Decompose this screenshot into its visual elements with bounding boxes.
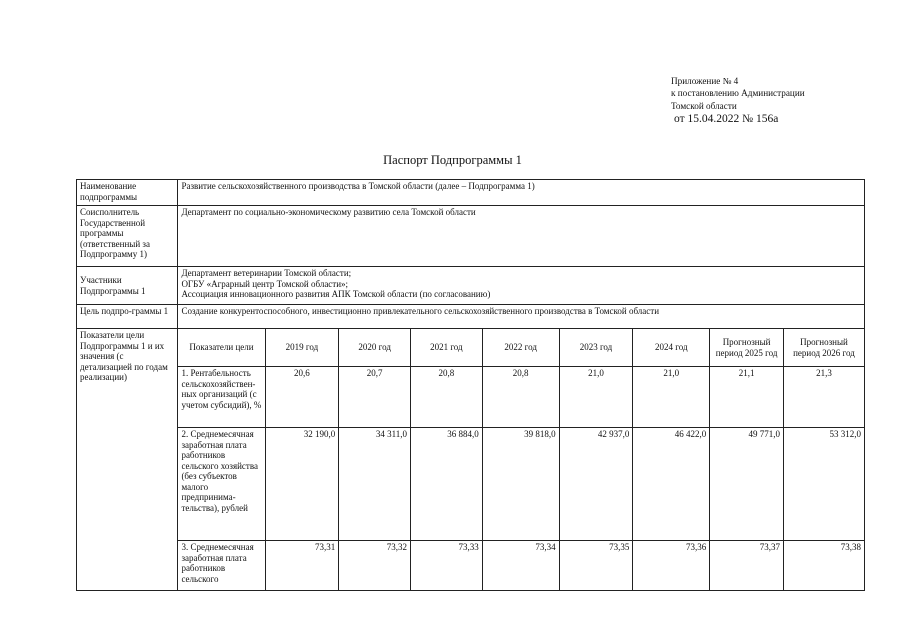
row-label: Показатели цели Подпрограммы 1 и их значения (с детализацией по годам реализации): [77, 329, 178, 591]
indicator-value: 34 311,0: [339, 428, 411, 541]
indicator-row: [77, 428, 865, 541]
indicator-value: 49 771,0: [710, 428, 784, 541]
indicator-name: 2. Среднемесячная заработная плата работников сельского хозяйства (без субъектов малого предпринима-тельства), рублей: [178, 428, 265, 541]
indicator-value: 46 422,0: [633, 428, 710, 541]
row-goal: [77, 305, 865, 329]
indicator-value: 21,0: [559, 367, 633, 428]
indicator-value: 36 884,0: [411, 428, 483, 541]
row-label: Участники Подпрограммы 1: [77, 267, 178, 305]
row-label: Соисполнитель Государственной программы (ответственный за Подпрограмму 1): [77, 206, 178, 267]
indicator-value: 42 937,0: [559, 428, 633, 541]
indicator-header: Показатели цели: [178, 329, 265, 367]
row-value: Создание конкурентоспособного, инвестиционно привлекательного сельскохозяйственного производства в Томской области: [178, 305, 865, 329]
row-label: Наименование подпрограммы: [77, 180, 178, 206]
indicator-value: 21,3: [783, 367, 864, 428]
passport-table: [76, 179, 865, 591]
indicator-value: 73,33: [411, 541, 483, 591]
year-header: Прогнозный период 2025 год: [710, 329, 784, 367]
row-coexecutor: [77, 206, 865, 267]
row-name: [77, 180, 865, 206]
indicator-value: 20,8: [411, 367, 483, 428]
indicator-value: 21,0: [633, 367, 710, 428]
indicator-value: 39 818,0: [482, 428, 559, 541]
row-value: Департамент по социально-экономическому развитию села Томской области: [178, 206, 865, 267]
indicator-value: 73,38: [783, 541, 864, 591]
year-header: 2024 год: [633, 329, 710, 367]
year-header: 2023 год: [559, 329, 633, 367]
annex-line: Томской области: [671, 100, 737, 111]
indicator-value: 20,8: [482, 367, 559, 428]
year-header: 2020 год: [339, 329, 411, 367]
indicator-value: 73,34: [482, 541, 559, 591]
indicator-row: [77, 541, 865, 591]
indicator-value: 32 190,0: [265, 428, 339, 541]
participant: ОГБУ «Аграрный центр Томской области»;: [181, 278, 349, 289]
indicator-value: 21,1: [710, 367, 784, 428]
indicator-value: 73,35: [559, 541, 633, 591]
indicator-value: 20,6: [265, 367, 339, 428]
indicator-value: 53 312,0: [783, 428, 864, 541]
indicator-value: 73,36: [633, 541, 710, 591]
indicator-value: 73,32: [339, 541, 411, 591]
row-label: Цель подпро-граммы 1: [77, 305, 178, 329]
annex-date-number: от 15.04.2022 № 156а: [674, 113, 779, 126]
indicator-value: 20,7: [339, 367, 411, 428]
document-title: Паспорт Подпрограммы 1: [383, 153, 522, 167]
year-header: 2022 год: [482, 329, 559, 367]
row-value: [178, 267, 865, 305]
indicator-value: 73,31: [265, 541, 339, 591]
year-header: 2021 год: [411, 329, 483, 367]
year-header: Прогнозный период 2026 год: [783, 329, 864, 367]
participant: Ассоциация инновационного развития АПК Томской области (по согласованию): [181, 289, 491, 299]
row-value: Развитие сельскохозяйственного производства в Томской области (далее – Подпрограмма 1): [178, 180, 865, 206]
indicator-name: 3. Среднемесячная заработная плата работников сельского: [178, 541, 265, 591]
year-header: 2019 год: [265, 329, 339, 367]
annex-line: Приложение № 4: [671, 76, 739, 86]
indicator-name: 1. Рентабельность сельскохозяйствен-ных организаций (с учетом субсидий), %: [178, 367, 265, 428]
indicators-header-row: [77, 329, 865, 367]
indicator-row: [77, 367, 865, 428]
indicator-value: 73,37: [710, 541, 784, 591]
annex-line: к постановлению Администрации: [671, 88, 805, 99]
row-participants: [77, 267, 865, 305]
annex-header: [671, 75, 805, 126]
participant: Департамент ветеринарии Томской области;: [181, 268, 352, 278]
